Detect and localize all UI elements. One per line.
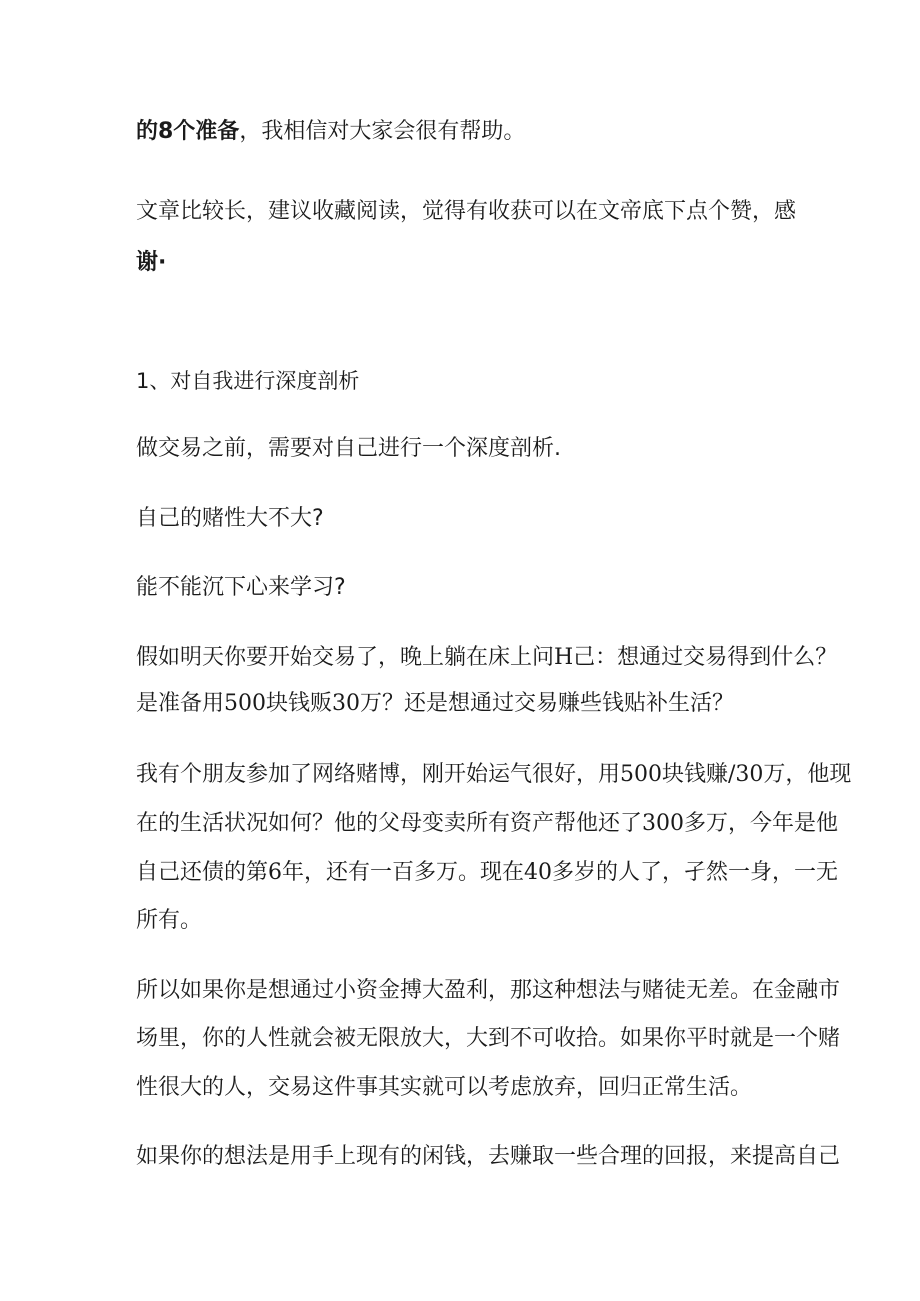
- paragraph-line: 所以如果你是想通过小资金搏大盈利，那这种想法与赌徒无差。在金融市: [136, 978, 841, 1003]
- paragraph-line: 我有个朋友参加了网络赌博，刚开始运气很好，用500块钱赚/30万，他现: [136, 762, 852, 787]
- paragraph-line: 如果你的想法是用手上现有的闲钱，去赚取一些合理的回报，来提高自己: [136, 1144, 841, 1169]
- intro-line-1: [136, 117, 525, 147]
- paragraph-line: 假如明天你要开始交易了，晚上躺在床上问H己：想通过交易得到什么？: [136, 645, 838, 670]
- intro-line-2: 文章比较长，建议收藏阅读，觉得有收获可以在文帝底下点个赞，感: [136, 199, 797, 224]
- section-question-3: 能不能沉下心来学习?: [136, 575, 346, 600]
- paragraph-line: 在的生活状况如何？他的父母变卖所有资产帮他还了300多万，今年是他: [136, 811, 838, 836]
- paragraph-line: 自己还债的第6年，还有一百多万。现在40多岁的人了，孑然一身，一无: [136, 860, 838, 885]
- paragraph-line: 是准备用500块钱贩30万？还是想通过交易赚些钱贴补生活？: [136, 691, 734, 716]
- intro-line-3: 谢·: [136, 250, 167, 275]
- paragraph-line: 所有。: [136, 908, 203, 933]
- section-question-1: 做交易之前，需要对自己进行一个深度剖析.: [136, 436, 561, 461]
- paragraph-line: 场里，你的人性就会被无限放大，大到不可收拾。如果你平时就是一个赌: [136, 1026, 841, 1051]
- intro-line-1-rest: ，我相信对大家会很有帮助。: [239, 119, 526, 144]
- paragraph-line: 性很大的人，交易这件事其实就可以考虑放弃，回归正常生活。: [136, 1075, 753, 1100]
- section-heading: 1、对自我进行深度剖析: [136, 369, 360, 393]
- section-question-2: 自己的赌性大不大?: [136, 506, 324, 531]
- intro-bold-phrase: 的8个准备: [136, 119, 240, 144]
